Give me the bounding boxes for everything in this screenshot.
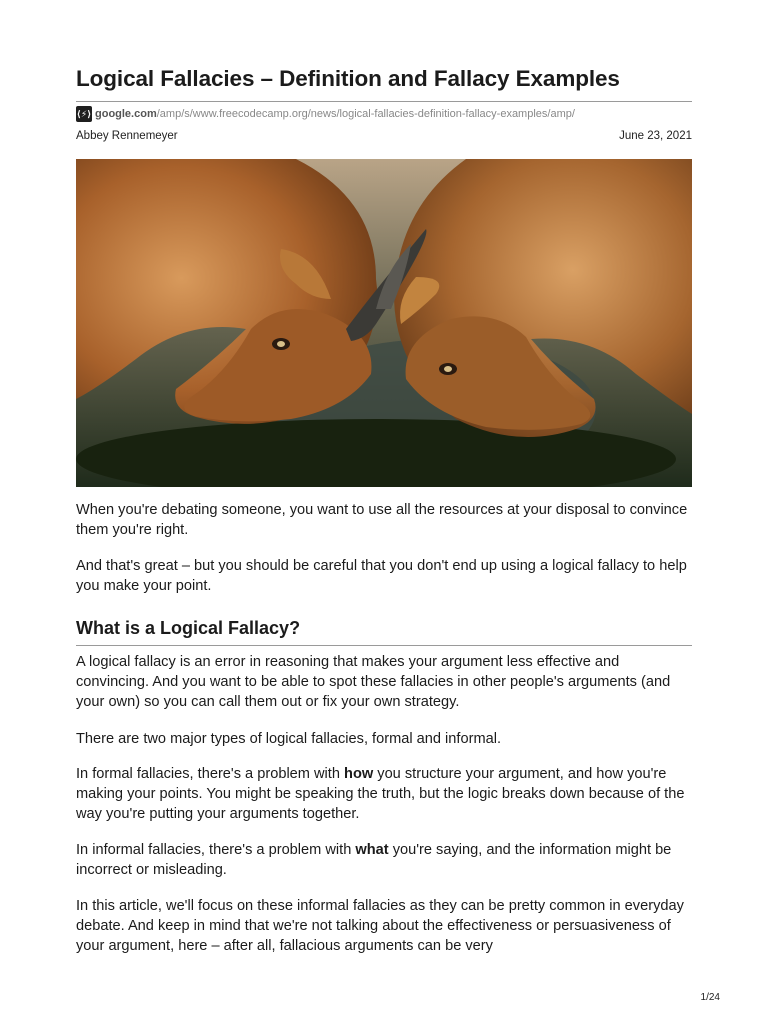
informal-fallacies-paragraph: [76, 840, 692, 880]
source-path[interactable]: /amp/s/www.freecodecamp.org/news/logical-fallacies-definition-fallacy-examples/amp/: [156, 108, 575, 120]
article-title: Logical Fallacies – Definition and Fallacy Examples: [76, 66, 620, 91]
informal-text-before: In informal fallacies, there's a problem with: [76, 842, 356, 858]
page-number: 1/24: [700, 992, 720, 1003]
types-paragraph: There are two major types of logical fallacies, formal and informal.: [76, 731, 502, 747]
formal-text-before: In formal fallacies, there's a problem with: [76, 766, 345, 782]
intro-paragraph-2: And that's great – but you should be careful that you don't end up using a logical fallacy to help you make your point.: [76, 558, 687, 594]
focus-paragraph: In this article, we'll focus on these informal fallacies as they can be pretty common in everyday debate. And keep in mind that we're not talking about the effectiveness or persuasiveness of your argument, here – after all, fallacious arguments can be very: [76, 898, 684, 954]
source-domain[interactable]: google.com: [95, 108, 157, 120]
source-url[interactable]: [76, 106, 575, 122]
goats-illustration: [76, 159, 692, 487]
amp-icon: ⟨⚡⟩: [76, 106, 92, 122]
formal-text-after: you structure your argument, and how you're making your points. You might be speaking the truth, but the logic breaks down because of the way you're putting your arguments together.: [76, 766, 685, 822]
author-name: Abbey Rennemeyer: [76, 130, 178, 142]
informal-text-after: you're saying, and the information might be incorrect or misleading.: [76, 842, 672, 878]
formal-fallacies-paragraph: [76, 764, 692, 824]
article-meta: [76, 130, 692, 142]
definition-paragraph: A logical fallacy is an error in reasoning that makes your argument less effective and convincing. And you want to be able to spot these fallacies in other people's arguments (and your own) so you can call them out or fix your own strategy.: [76, 654, 671, 710]
formal-bold-how: how: [344, 766, 374, 782]
hero-image: [76, 159, 692, 487]
section-divider: [76, 645, 692, 646]
section-heading: What is a Logical Fallacy?: [76, 618, 301, 638]
intro-paragraph-1: When you're debating someone, you want to use all the resources at your disposal to convince them you're right.: [76, 502, 688, 538]
title-divider: [76, 101, 692, 102]
publish-date: June 23, 2021: [619, 130, 692, 142]
informal-bold-what: what: [355, 842, 389, 858]
